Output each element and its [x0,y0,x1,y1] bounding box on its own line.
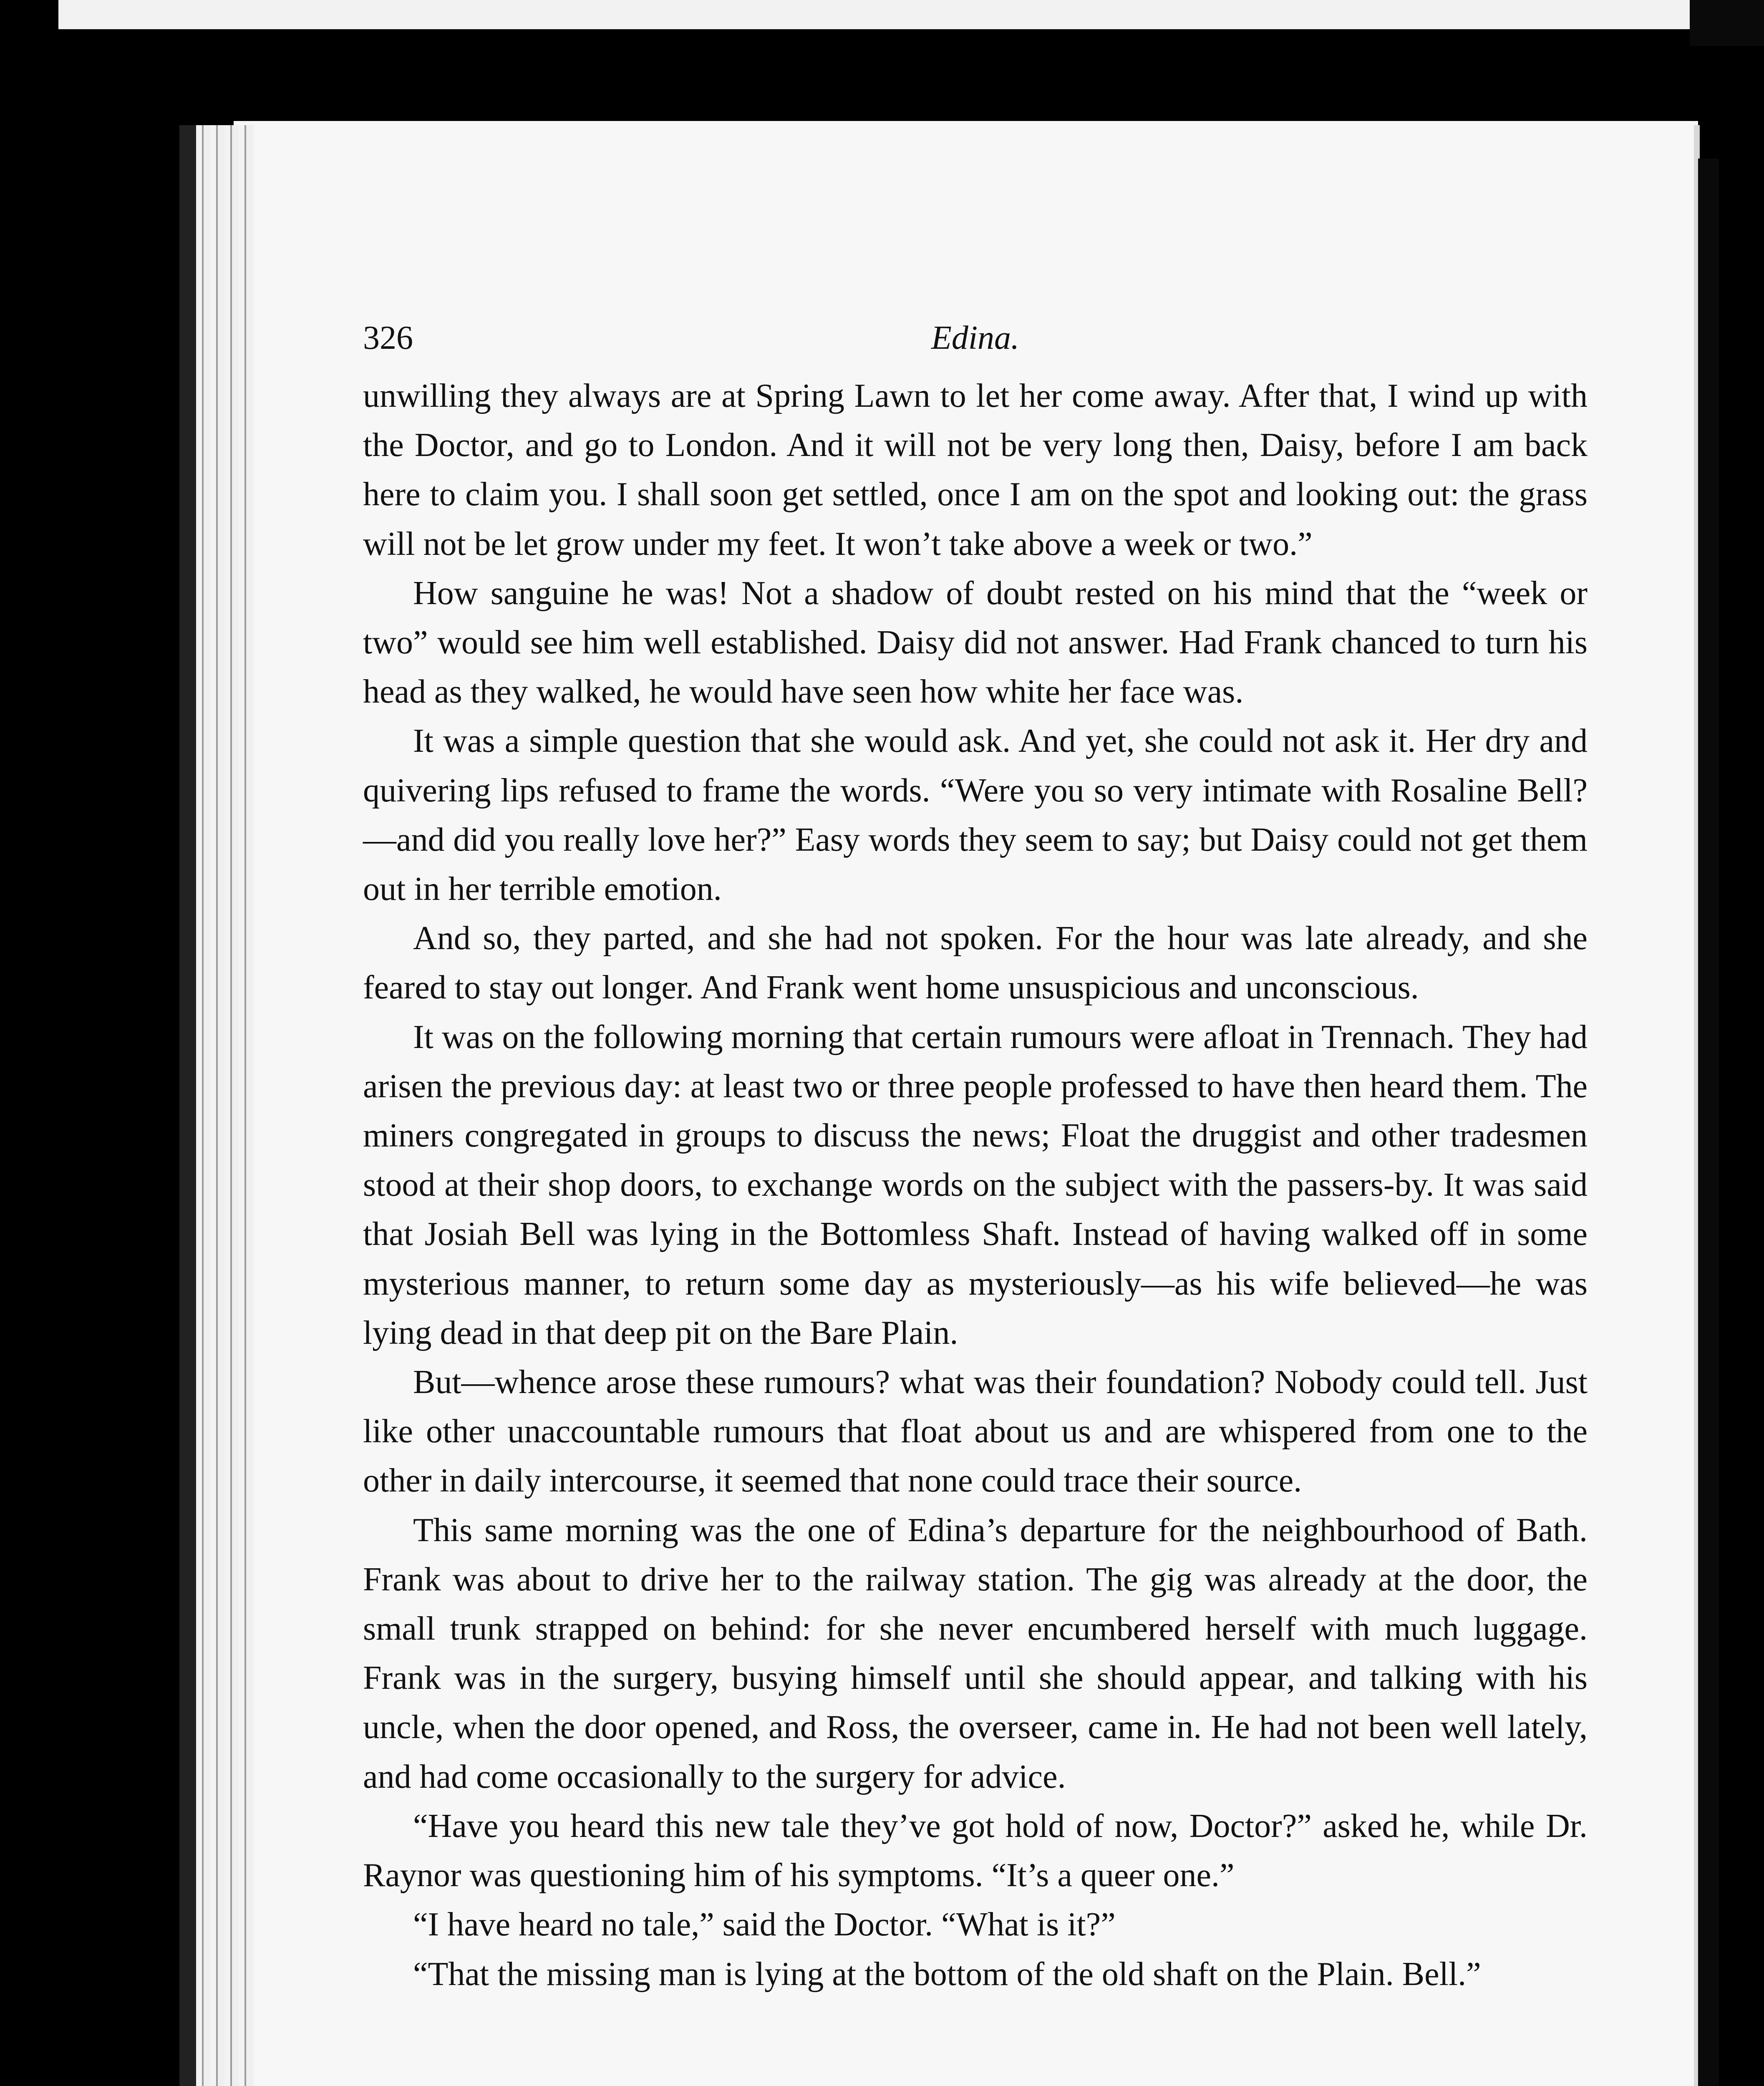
running-title: Edina. [931,320,1020,356]
binding-gutter [196,125,255,2086]
paragraph: “I have heard no tale,” said the Doctor. “What is it?” [413,1906,1116,1943]
page-shadow [1690,0,1764,46]
paragraph: “Have you heard this new tale they’ve got hold of now, Doctor?” asked he, while Dr. Raynor was questioning him of his symptoms. “It’s a queer one.” [363,1807,1588,1894]
previous-page-edge [58,0,1706,29]
paragraph: It was a simple question that she would ask. And yet, she could not ask it. Her dry and quivering lips refused to frame the words. “Were you so very intimate with Rosaline Bell?—and did you really love her?” Easy words they seem to say; but Daisy could not get them out in her terrible emotion. [363,723,1588,908]
paragraph: “That the missing man is lying at the bottom of the old shaft on the Plain. Bell.” [413,1955,1481,1993]
paragraph: This same morning was the one of Edina’s departure for the neighbourhood of Bath. Frank was about to drive her to the railway station. The gig was already at the door, the small trunk strapped on behind: for she never encumbered herself with much luggage. Frank was in the surgery, busying himself until she should appear, and talking with his uncle, when the door opened, and Ross, the overseer, came in. He had not been well lately, and had come occasionally to the surgery for advice. [363,1512,1588,1795]
right-shadow [1698,159,1719,2086]
page-number: 326 [363,320,413,356]
paragraph: unwilling they always are at Spring Lawn to let her come away. After that, I wind up with the Doctor, and go to London. And it will not be very long then, Daisy, before I am back here to claim you. I shall soon get settled, once I am on the spot and looking out: the grass will not be let grow under my feet. It won’t take above a week or two.” [363,378,1588,562]
paragraph: It was on the following morning that certain rumours were afloat in Trennach. They had arisen the previous day: at least two or three people professed to have then heard them. The miners congregated in groups to discuss the news; Float the druggist and other tradesmen stood at their shop doors, to exchange words on the subject with the passers-by. It was said that Josiah Bell was lying in the Bottomless Shaft. Instead of having walked off in some mysterious manner, to return some day as mysteriously—as his wife believed—he was lying dead in that deep pit on the Bare Plain. [363,1018,1588,1351]
running-head [363,317,1588,371]
paragraph: How sanguine he was! Not a shadow of doubt rested on his mind that the “week or two” would see him well established. Daisy did not answer. Had Frank chanced to turn his head as they walked, he would have seen how white her face was. [363,574,1588,710]
paragraph: And so, they parted, and she had not spoken. For the hour was late already, and she feared to stay out longer. And Frank went home unsuspicious and unconscious. [363,920,1588,1006]
binding-shadow [179,125,196,2086]
paragraph: But—whence arose these rumours? what was their foundation? Nobody could tell. Just like other unaccountable rumours that float about us and are whispered from one to the other in daily intercourse, it seemed that none could trace their source. [363,1364,1588,1499]
text-block [363,317,1588,1999]
